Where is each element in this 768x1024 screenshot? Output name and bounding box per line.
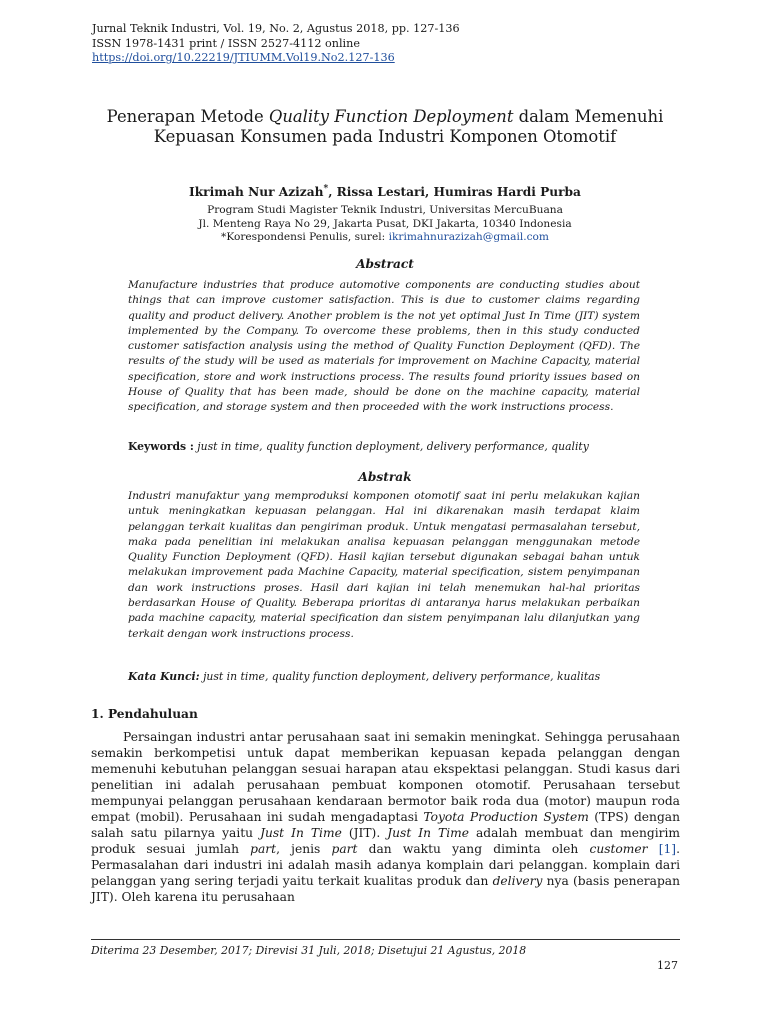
affiliation [90, 204, 680, 245]
kata-kunci [128, 670, 648, 683]
journal-header [92, 22, 460, 66]
journal-issn: ISSN 1978-1431 print / ISSN 2527-4112 online [92, 36, 360, 50]
email-link[interactable]: ikrimahnurazizah@gmail.com [388, 231, 549, 244]
author-names-rest: , Rissa Lestari, Humiras Hardi Purba [328, 185, 581, 200]
affiliation-address: Jl. Menteng Raya No 29, Jakarta Pusat, DKI Jakarta, 10340 Indonesia [198, 217, 572, 230]
abstract-heading: Abstract [356, 257, 414, 271]
author-name: Ikrimah Nur Azizah [189, 185, 324, 200]
author-list [90, 184, 680, 199]
title-text: Penerapan Metode [106, 107, 269, 126]
affiliation-institution: Program Studi Magister Teknik Industri, Universitas MercuBuana [207, 204, 563, 216]
journal-citation: Jurnal Teknik Industri, Vol. 19, No. 2, Agustus 2018, pp. 127-136 [92, 22, 460, 35]
paper-title [90, 107, 680, 147]
abstrak-body: Industri manufaktur yang memproduksi komponen otomotif saat ini perlu melakukan kajian untuk meningkatkan kepuasan pelanggan. Hal ini dikarenakan masih terdapat klaim pelanggan terkait kualitas dan pengiriman produk. Untuk mengatasi permasalahan tersebut, maka pada penelitian ini melakukan analisa kepuasan pelanggan menggunakan metode Quality Function Deployment (QFD). Hasil kajian tersebut digunakan sebagai bahan untuk melakukan improvement pada Machine Capacity, material specification, sistem penyimpanan dan work instructions proses. Hasil dari kajian ini telah menemukan hal-hal prioritas berdasarkan House of Quality. Beberapa prioritas di antaranya harus melakukan perbaikan pada machine capacity, material specification dan sistem penyimpanan lalu dilanjutkan yang terkait dengan work instructions process. [128, 489, 640, 640]
page-number: 127 [657, 959, 678, 972]
correspondence-label: *Korespondensi Penulis, surel: [221, 231, 389, 244]
doi-link[interactable]: https://doi.org/10.22219/JTIUMM.Vol19.No2.127-136 [92, 51, 395, 64]
section-heading: 1. Pendahuluan [91, 707, 198, 721]
title-italic-text: Quality Function Deployment [268, 107, 514, 126]
kata-kunci-label: Kata Kunci: [128, 670, 200, 683]
keywords-label: Keywords : [128, 440, 194, 453]
keywords-value: just in time, quality function deployment, delivery performance, quality [193, 440, 589, 453]
abstrak-heading: Abstrak [358, 470, 412, 484]
correspondence-line [90, 231, 680, 245]
footer-divider [91, 939, 680, 940]
title-text-rest: dalam Memenuhi Kepuasan Konsumen pada Industri Komponen Otomotif [153, 107, 664, 146]
submission-dates: Diterima 23 Desember, 2017; Direvisi 31 Juli, 2018; Disetujui 21 Agustus, 2018 [91, 944, 527, 957]
citation-link[interactable]: [1] [658, 842, 677, 857]
abstract-body: Manufacture industries that produce automotive components are conducting studies about things that can improve customer satisfaction. This is due to customer claims regarding quality and product delivery. Another problem is the not yet optimal Just In Time (JIT) system implemented by the Company. To overcome these problems, then in this study conducted customer satisfaction analysis using the method of Quality Function Deployment (QFD). The results of the study will be used as materials for improvement on Machine Capacity, material specification, store and work instructions process. The results found priority issues based on House of Quality that has been made, should be done on the machine capacity, material specification, and storage system and then proceeded with the work instructions process. [128, 278, 640, 414]
intro-paragraph: Persaingan industri antar perusahaan saat ini semakin meningkat. Sehingga perusahaan semakin berkompetisi untuk dapat memberikan kepuasan kepada pelanggan dengan memenuhi kebutuhan pelanggan sesuai harapan atau ekspektasi pelanggan. Studi kasus dari penelitian ini adalah perusahaan pembuat komponen otomotif. Perusahaan tersebut mempunyai pelanggan perusahaan kendaraan bermotor baik roda dua (motor) maupun roda empat (mobil). Perusahaan ini sudah mengadaptasi Toyota Production System (TPS) dengan salah satu pilarnya yaitu Just In Time (JIT). Just In Time adalah membuat dan mengirim produk sesuai jumlah part, jenis part dan waktu yang diminta oleh customer [1]. Permasalahan dari industri ini adalah masih adanya komplain dari pelanggan. komplain dari pelanggan yang sering terjadi yaitu terkait kualitas produk dan delivery nya (basis penerapan JIT). Oleh karena itu perusahaan [91, 730, 680, 905]
kata-kunci-value: just in time, quality function deployment, delivery performance, kualitas [199, 670, 601, 683]
corresponding-mark: * [323, 184, 329, 194]
keywords [128, 440, 648, 453]
